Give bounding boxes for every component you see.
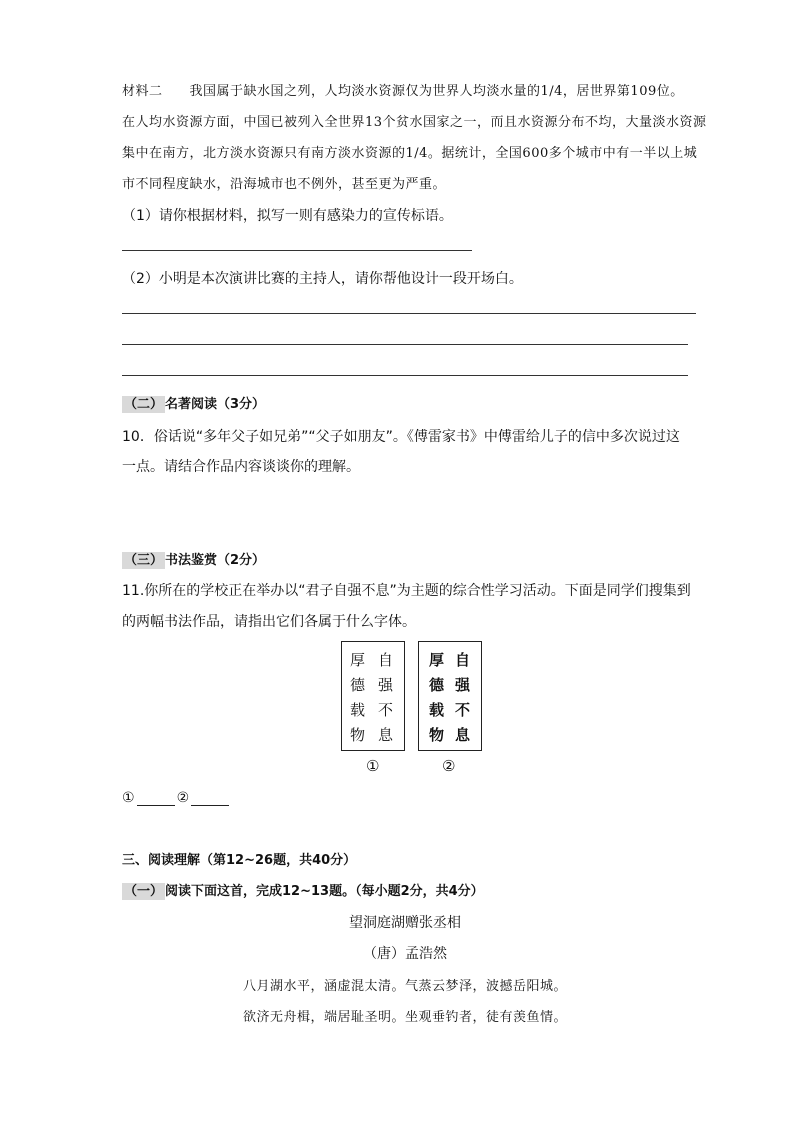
q11-line-2: 的两幅书法作品，请指出它们各属于什么字体。 (122, 614, 416, 630)
section-heading (122, 549, 265, 568)
answer-line (122, 313, 696, 314)
q11-answer (122, 790, 231, 806)
poem-line-1: 八月湖水平，涵虚混太清。气蒸云梦泽，波撼岳阳城。 (242, 979, 567, 994)
char: 强 (455, 676, 471, 694)
char: 自 (455, 651, 471, 669)
char: 德 (429, 676, 445, 694)
material2-line-1: 材料二 我国属于缺水国之列，人均淡水资源仅为世界人均淡水量的1/4，居世界第109位。 (122, 84, 684, 99)
work1-label: ① (366, 757, 380, 775)
char: 厚 (350, 651, 366, 669)
char: 强 (378, 676, 394, 694)
answer-blank-2[interactable] (191, 791, 229, 806)
char: 载 (350, 701, 366, 719)
char: 厚 (429, 651, 445, 669)
poem-title: 望洞庭湖赠张丞相 (349, 915, 461, 931)
answer-line (122, 375, 688, 376)
section-tag: （二） (124, 397, 164, 412)
work2-label: ② (442, 757, 456, 775)
char: 物 (429, 726, 445, 744)
poem-author: （唐）孟浩然 (363, 946, 447, 962)
q9-part1: （1）请你根据材料，拟写一则有感染力的宣传标语。 (122, 208, 453, 224)
section-heading (122, 880, 484, 899)
work1-right-column (378, 650, 393, 745)
work2-right-column (455, 650, 470, 745)
material2-line-3: 集中在南方，北方淡水资源只有南方淡水资源的1/4。据统计，全国600多个城市中有一半以上城 (122, 146, 698, 161)
char: 物 (350, 726, 366, 744)
q9-part2: （2）小明是本次演讲比赛的主持人，请你帮他设计一段开场白。 (122, 271, 523, 287)
q10-line-1: 10．俗话说“多年父子如兄弟”“父子如朋友”。《傅雷家书》中傅雷给儿子的信中多次说过这 (122, 429, 680, 445)
material2-line-2: 在人均水资源方面，中国已被列入全世界13个贫水国家之一，而且水资源分布不均，大量淡水资源 (122, 115, 707, 130)
q11-line-1: 11.你所在的学校正在举办以“君子自强不息”为主题的综合性学习活动。下面是同学们搜集到 (122, 583, 691, 599)
section-tag: （三） (124, 553, 164, 568)
calligraphy-work-2 (418, 641, 482, 751)
answer-blank-1[interactable] (137, 791, 175, 806)
part3-heading: 三、阅读理解（第12~26题，共40分） (122, 853, 357, 868)
section-title: 阅读下面这首，完成12~13题。（每小题2分，共4分） (165, 884, 484, 899)
answer-line (122, 344, 688, 345)
char: 载 (429, 701, 445, 719)
char: 自 (378, 651, 394, 669)
char: 不 (455, 701, 471, 719)
work2-left-column (429, 650, 444, 745)
calligraphy-work-1 (341, 641, 405, 751)
work1-left-column (350, 650, 365, 745)
char: 息 (455, 726, 471, 744)
section-tag: （一） (124, 884, 164, 899)
section-heading (122, 393, 265, 412)
answer-label-2: ② (176, 790, 190, 806)
char: 不 (378, 701, 394, 719)
answer-line (122, 250, 472, 251)
char: 息 (378, 726, 394, 744)
section-title: 名著阅读（3分） (165, 397, 266, 412)
section-title: 书法鉴赏（2分） (165, 553, 266, 568)
poem-line-2: 欲济无舟楫，端居耻圣明。坐观垂钓者，徒有羡鱼情。 (242, 1010, 567, 1025)
char: 德 (350, 676, 366, 694)
material2-line-4: 市不同程度缺水，沿海城市也不例外，甚至更为严重。 (122, 177, 447, 192)
answer-label-1: ① (122, 790, 135, 806)
q10-line-2: 一点。请结合作品内容谈谈你的理解。 (122, 459, 360, 475)
